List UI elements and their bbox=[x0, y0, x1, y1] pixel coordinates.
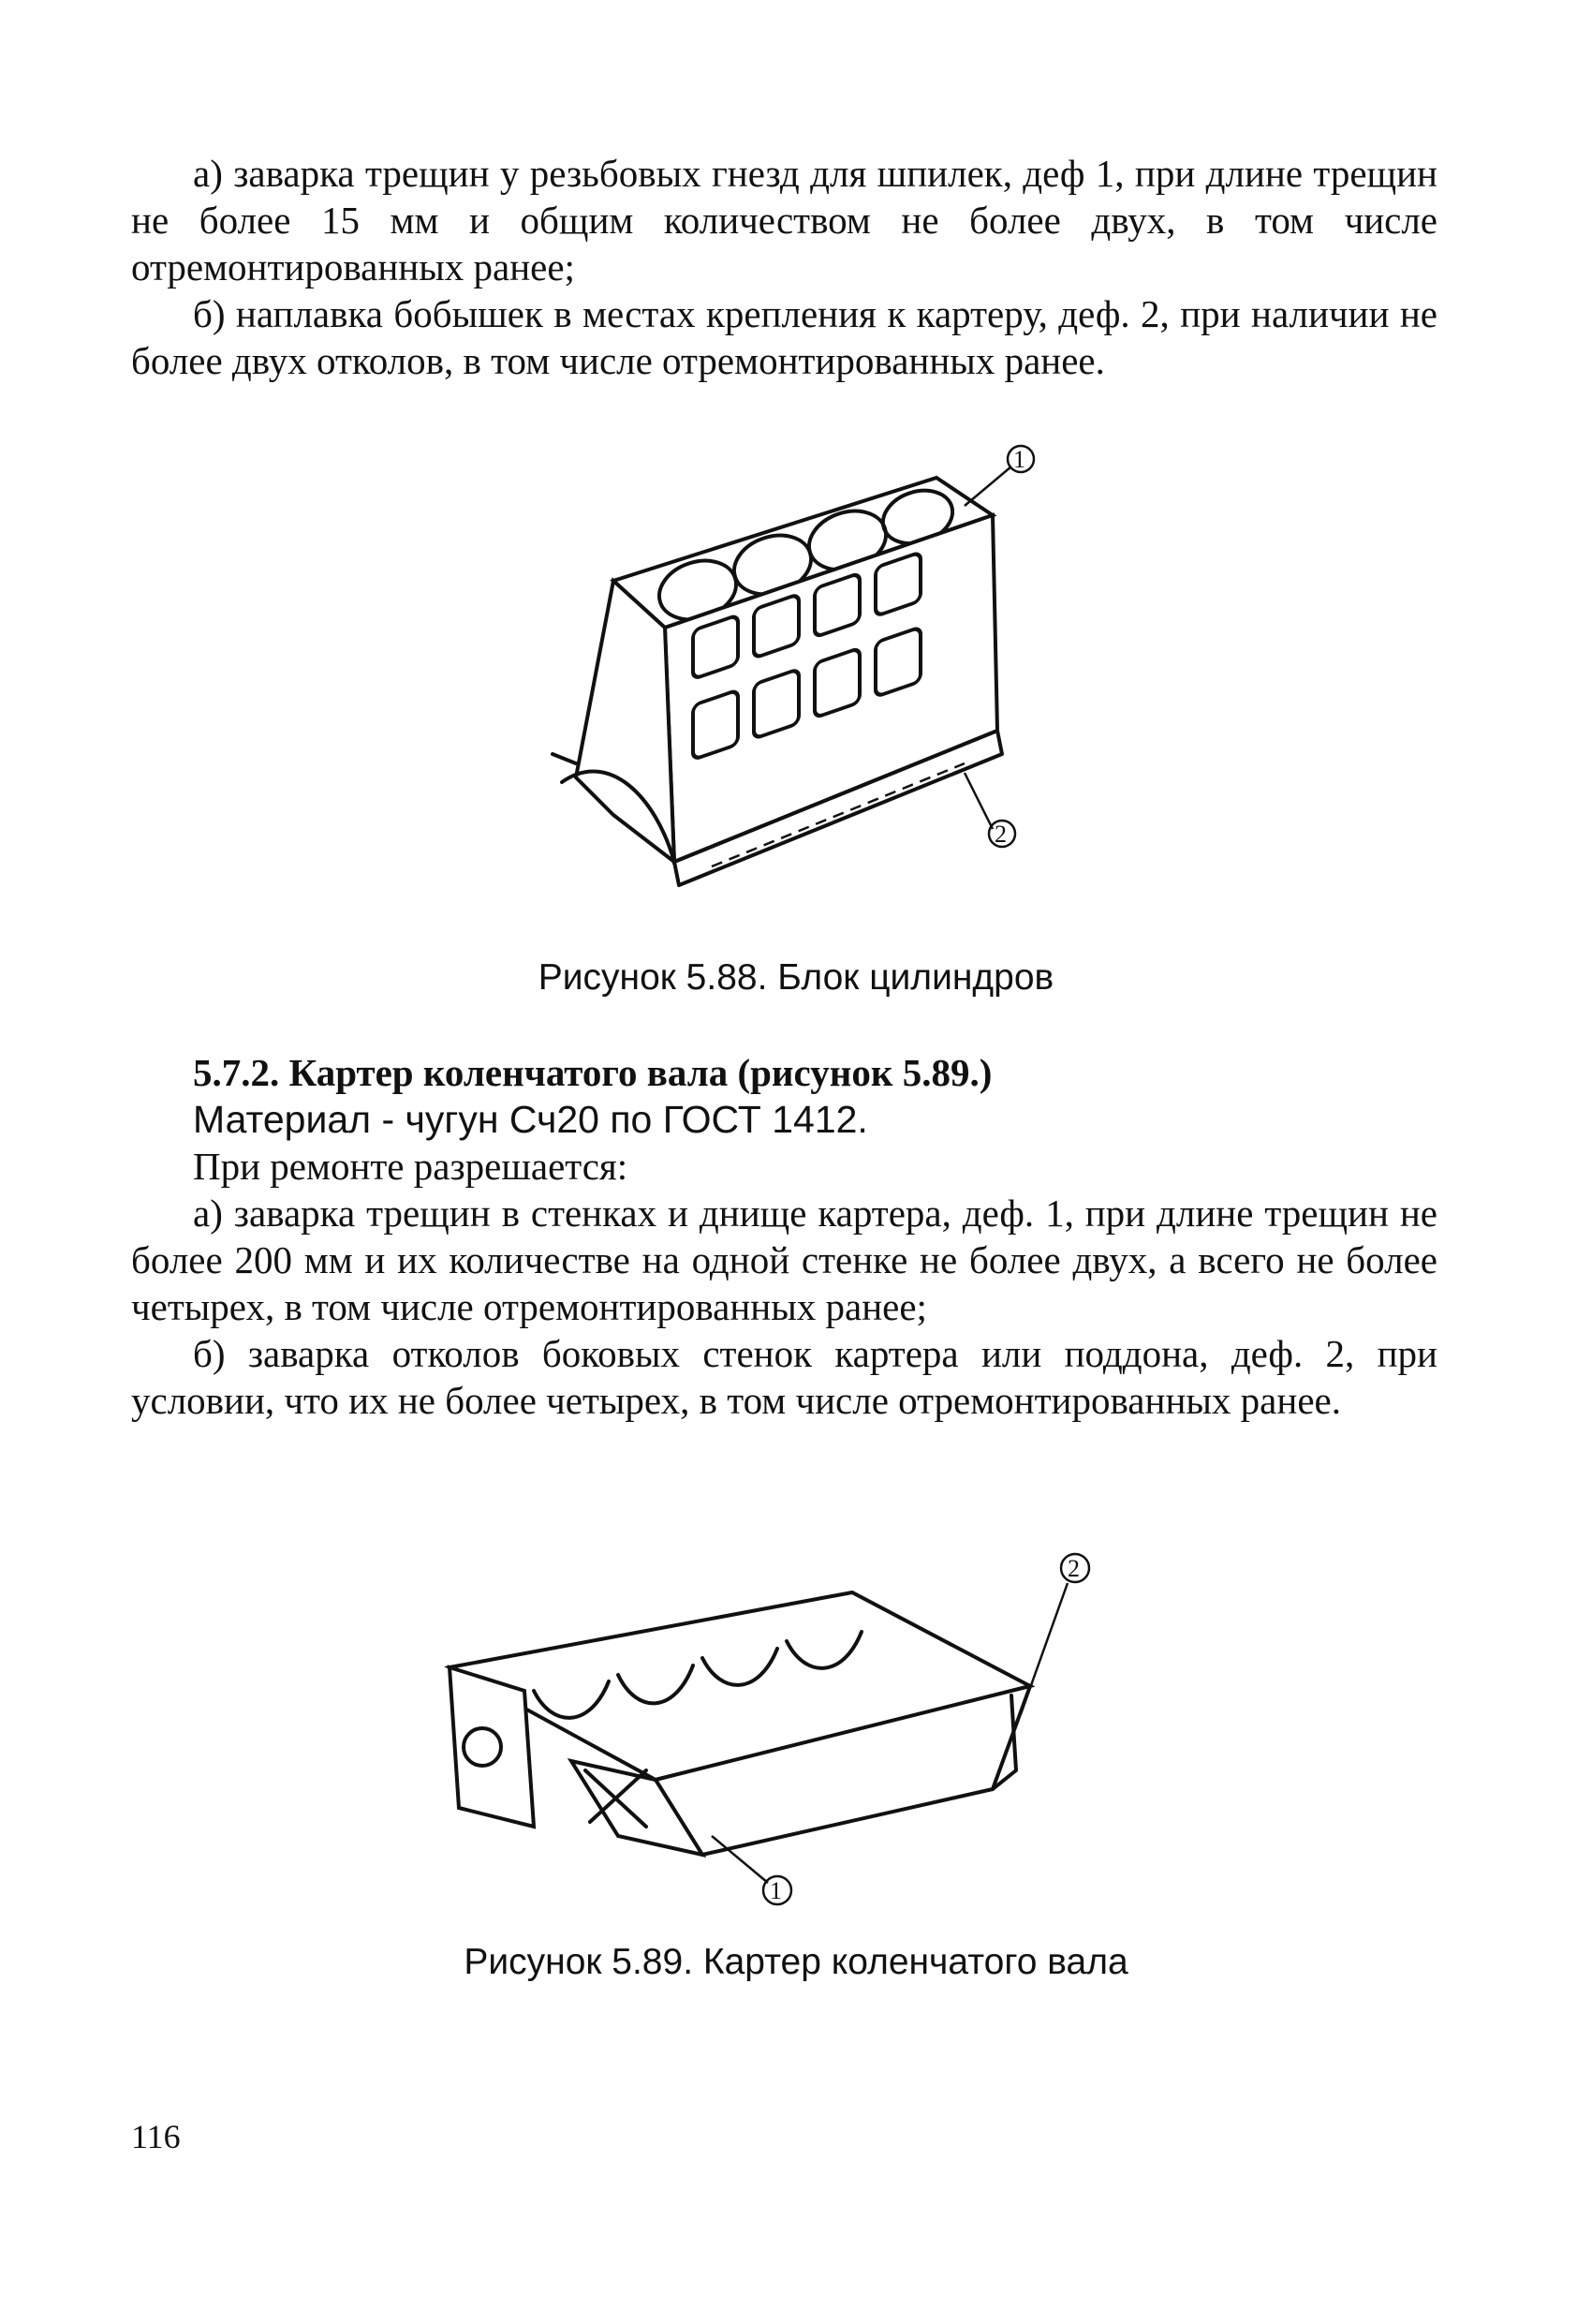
section-material: Материал - чугун Сч20 по ГОСТ 1412. bbox=[193, 1098, 868, 1141]
section-item-b: б) заварка отколов боковых стенок картера или поддона, деф. 2, при условии, что их не более четырех, в том числе отремонтированных ранее. bbox=[131, 1332, 1437, 1422]
callout-1-label: 1 bbox=[770, 1877, 782, 1904]
block-left-end bbox=[576, 581, 674, 862]
callout-1-leader bbox=[965, 466, 1011, 506]
callout-2-leader bbox=[965, 773, 993, 829]
figure2-caption: Рисунок 5.89. Картер коленчатого вала bbox=[464, 1942, 1128, 1982]
top-list bbox=[131, 150, 1437, 384]
section-heading: 5.7.2. Картер коленчатого вала (рисунок 5.89.) bbox=[193, 1051, 993, 1094]
section-5-7-2 bbox=[131, 1049, 1437, 1424]
page-number: 116 bbox=[131, 2118, 181, 2155]
callout-1-label: 1 bbox=[1013, 446, 1025, 473]
callout-2-leader bbox=[1021, 1583, 1068, 1714]
figure-crankcase bbox=[431, 1527, 1124, 1911]
cylinder-block-drawing bbox=[524, 440, 1049, 927]
figure-cylinder-block bbox=[524, 440, 1049, 927]
callout-2-label: 2 bbox=[995, 821, 1007, 848]
section-intro: При ремонте разрешается: bbox=[193, 1145, 628, 1188]
callout-2-label: 2 bbox=[1068, 1555, 1080, 1582]
top-list-item-b: б) наплавка бобышек в местах крепления к картеру, деф. 2, при наличии не более двух отколов, в том числе отремонтированных ранее. bbox=[131, 292, 1437, 382]
crankcase-drawing bbox=[431, 1527, 1124, 1911]
figure1-caption: Рисунок 5.88. Блок цилиндров bbox=[538, 957, 1054, 998]
block-edge bbox=[553, 754, 576, 763]
top-list-item-a: а) заварка трещин у резьбовых гнезд для шпилек, деф 1, при длине трещин не более 15 мм и общим количеством не более двух, в том числе отремонтированных ранее; bbox=[131, 152, 1437, 289]
section-item-a: а) заварка трещин в стенках и днище картера, деф. 1, при длине трещин не более 200 мм и их количестве на одной стенке не более двух, а всего не более четырех, в том числе отремонтированных ранее; bbox=[131, 1192, 1437, 1328]
